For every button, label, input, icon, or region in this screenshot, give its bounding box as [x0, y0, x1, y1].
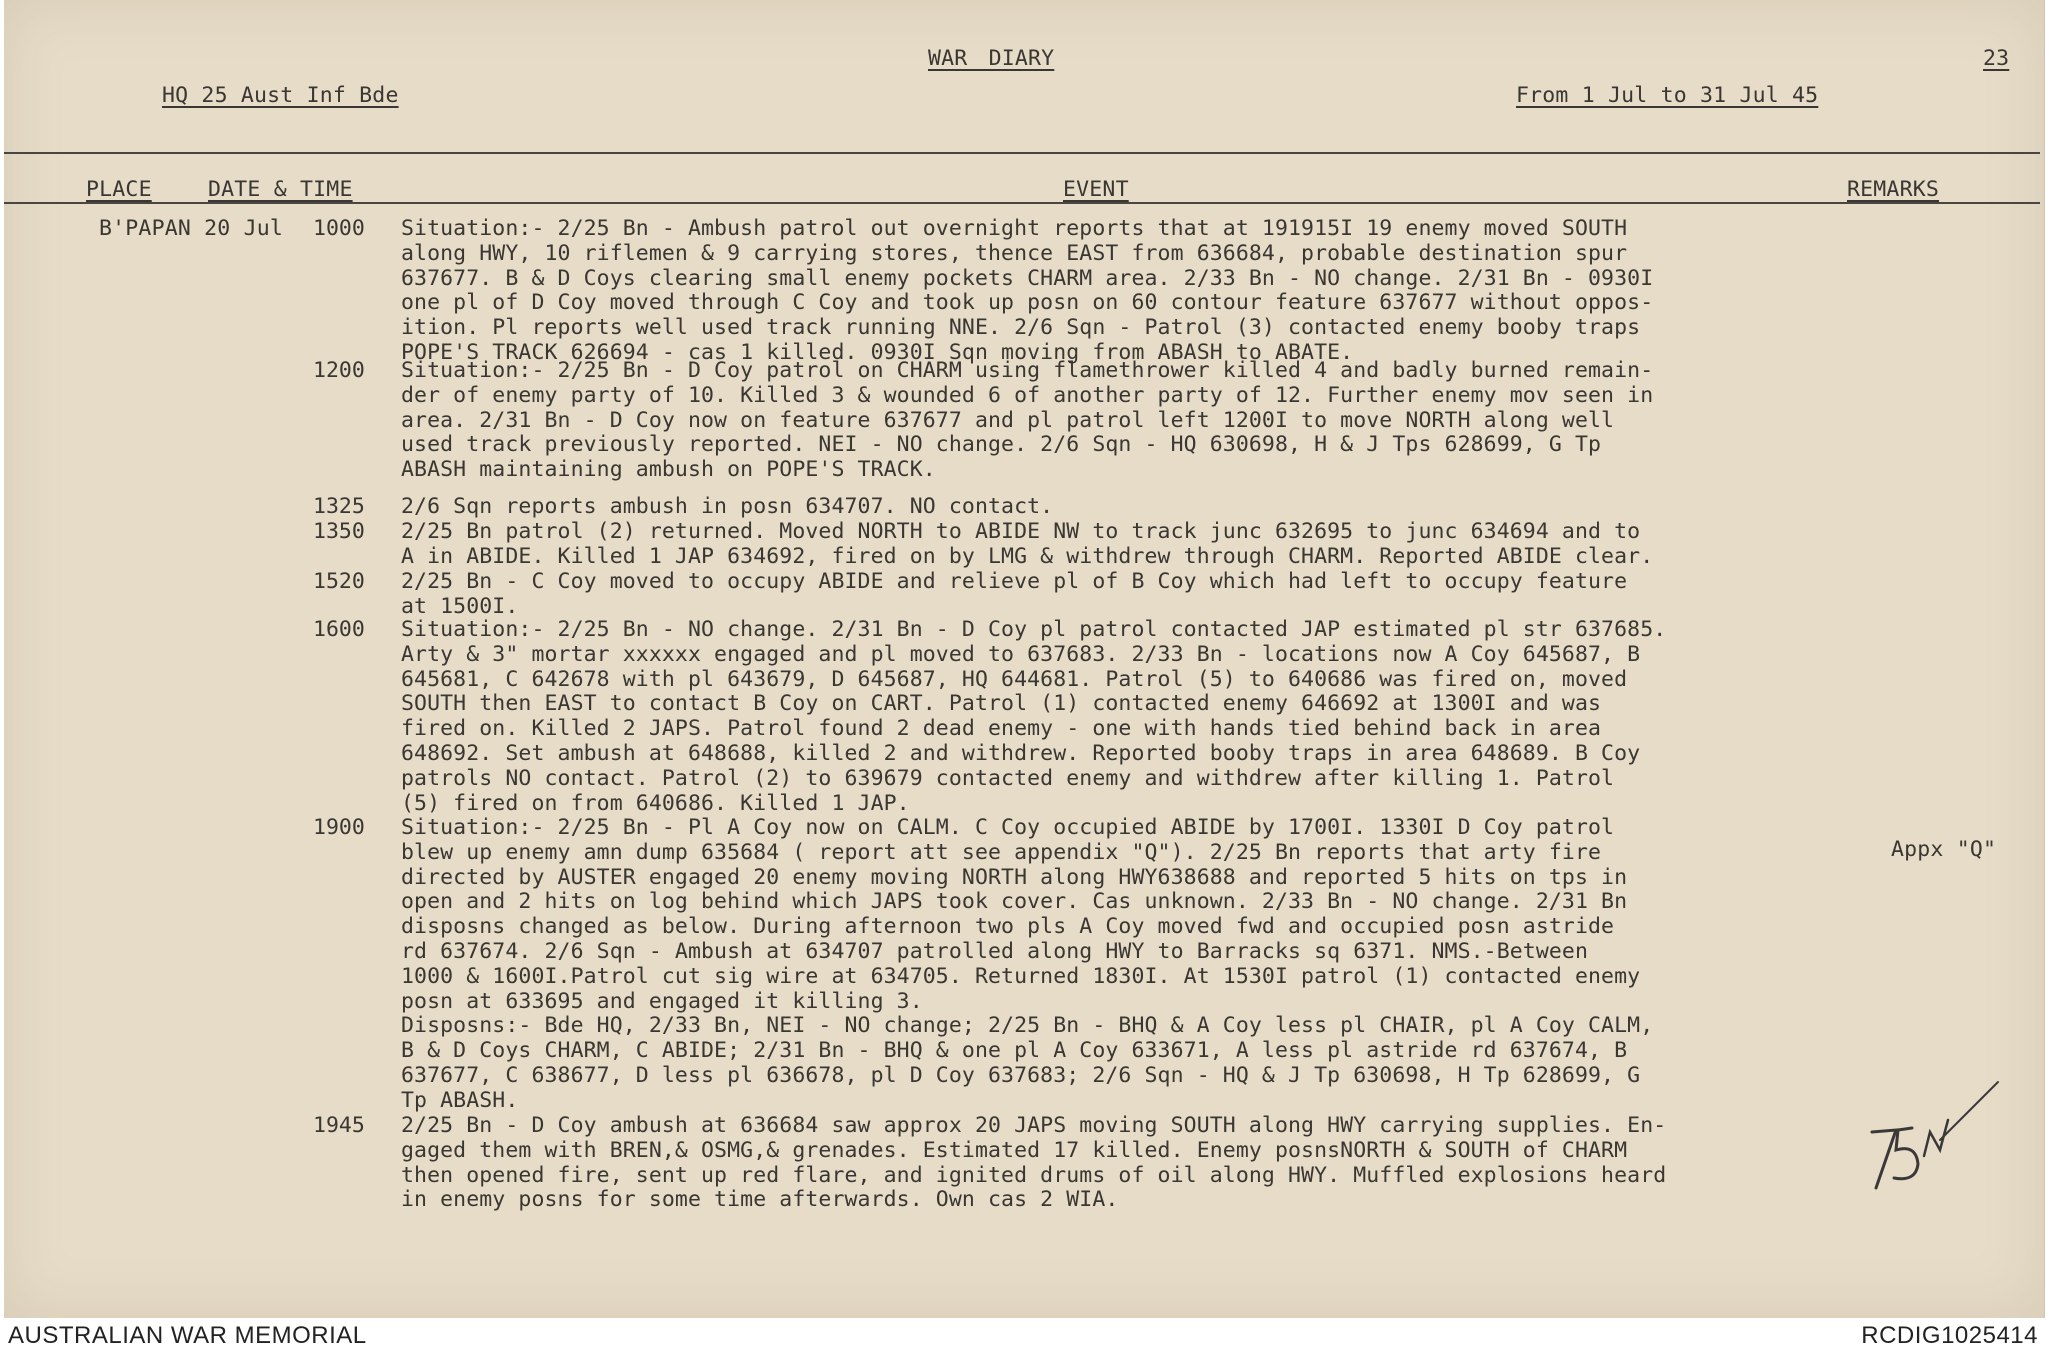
entry-line: Situation:- 2/25 Bn - NO change. 2/31 Bn - D Coy pl patrol contacted JAP estimated pl str 637685.: [401, 617, 1667, 642]
entry-line: used track previously reported. NEI - NO change. 2/6 Sqn - HQ 630698, H & J Tps 628699, G Tp: [401, 432, 1602, 458]
column-place: PLACE: [86, 177, 152, 202]
entry-line: fired on. Killed 2 JAPS. Patrol found 2 dead enemy - one with hands tied behind back in area: [401, 716, 1602, 742]
entry-line: A in ABIDE. Killed 1 JAP 634692, fired on by LMG & withdrew through CHARM. Reported ABIDE clear.: [401, 543, 1654, 569]
entry-line: Disposns:- Bde HQ, 2/33 Bn, NEI - NO change; 2/25 Bn - BHQ & A Coy less pl CHAIR, pl A Coy CALM,: [401, 1013, 1654, 1039]
footer-identifier: RCDIG1025414: [1861, 1322, 2038, 1349]
column-date-time: DATE & TIME: [208, 177, 353, 202]
entry-line: Situation:- 2/25 Bn - D Coy patrol on CHARM using flamethrower killed 4 and badly burned remain-: [401, 358, 1654, 383]
entry-line: directed by AUSTER engaged 20 enemy moving NORTH along HWY638688 and reported 5 hits on tps in: [401, 864, 1628, 890]
entry-line: 648692. Set ambush at 648688, killed 2 and withdrew. Reported booby traps in area 648689. B Coy: [401, 741, 1641, 766]
entry-line: Situation:- 2/25 Bn - Pl A Coy now on CALM. C Coy occupied ABIDE by 1700I. 1330I D Coy patrol: [401, 815, 1615, 840]
entry-line: B & D Coys CHARM, C ABIDE; 2/31 Bn - BHQ & one pl A Coy 633671, A less pl astride rd 637674, B: [401, 1038, 1628, 1064]
entry-line: POPE'S TRACK 626694 - cas 1 killed. 0930I Sqn moving from ABASH to ABATE.: [401, 340, 1354, 365]
entry-line: ition. Pl reports well used track running NNE. 2/6 Sqn - Patrol (3) contacted enemy booby traps: [401, 315, 1641, 341]
diary-title: WAR DIARY: [928, 46, 1055, 71]
page-number: 23: [1983, 46, 2010, 71]
unit-name: HQ 25 Aust Inf Bde: [162, 83, 399, 108]
place-date: B'PAPAN 20 Jul: [99, 216, 284, 241]
entry-time: 1200: [313, 358, 365, 383]
header-rule-top: [4, 152, 2040, 154]
entry-time: 1900: [313, 815, 365, 840]
entry-line: one pl of D Coy moved through C Coy and took up posn on 60 contour feature 637677 without oppos-: [401, 290, 1654, 316]
entry-line: gaged them with BREN,& OSMG,& grenades. Estimated 17 killed. Enemy posnsNORTH & SOUTH of CHARM: [401, 1137, 1628, 1163]
entry-line: Tp ABASH.: [401, 1087, 519, 1113]
remarks-appendix-note: Appx "Q": [1891, 837, 1997, 862]
entry-line: (5) fired on from 640686. Killed 1 JAP.: [401, 790, 910, 816]
entry-line: 1000 & 1600I.Patrol cut sig wire at 634705. Returned 1830I. At 1530I patrol (1) contacted enemy: [401, 963, 1641, 989]
entry-line: Arty & 3" mortar xxxxxx engaged and pl moved to 637683. 2/33 Bn - locations now A Coy 645687, B: [401, 641, 1641, 667]
entry-line: SOUTH then EAST to contact B Coy on CART. Patrol (1) contacted enemy 646692 at 1300I and was: [401, 691, 1602, 717]
diary-period: From 1 Jul to 31 Jul 45: [1516, 83, 1819, 108]
entry-line: Situation:- 2/25 Bn - Ambush patrol out overnight reports that at 191915I 19 enemy moved SOUTH: [401, 216, 1628, 241]
entry-line: in enemy posns for some time afterwards. Own cas 2 WIA.: [401, 1187, 1119, 1213]
entry-line: ABASH maintaining ambush on POPE'S TRACK.: [401, 457, 936, 483]
entry-line: 637677, C 638677, D less pl 636678, pl D Coy 637683; 2/6 Sqn - HQ & J Tp 630698, H Tp 628699, G: [401, 1063, 1641, 1088]
entry-line: rd 637674. 2/6 Sqn - Ambush at 634707 patrolled along HWY to Barracks sq 6371. NMS.-Between: [401, 939, 1589, 964]
entry-line: 2/25 Bn patrol (2) returned. Moved NORTH to ABIDE NW to track junc 632695 to junc 634694 and to: [401, 519, 1641, 544]
entry-line: then opened fire, sent up red flare, and ignited drums of oil along HWY. Muffled explosions heard: [401, 1162, 1667, 1188]
entry-time: 1000: [313, 216, 365, 241]
entry-time: 1325: [313, 494, 365, 519]
entry-line: open and 2 hits on log behind which JAPS took cover. Cas unknown. 2/33 Bn - NO change. 2/31 Bn: [401, 889, 1628, 915]
entry-line: patrols NO contact. Patrol (2) to 639679 contacted enemy and withdrew after killing 1. Patrol: [401, 765, 1615, 791]
handwritten-folio-mark: [1868, 1080, 2028, 1200]
entry-line: along HWY, 10 riflemen & 9 carrying stores, thence EAST from 636684, probable destination spur: [401, 240, 1628, 266]
footer-source: AUSTRALIAN WAR MEMORIAL: [8, 1322, 367, 1349]
entry-line: at 1500I.: [401, 593, 519, 619]
entry-time: 1520: [313, 569, 365, 594]
entry-line: disposns changed as below. During afternoon two pls A Coy moved fwd and occupied posn astride: [401, 914, 1615, 940]
entry-line: area. 2/31 Bn - D Coy now on feature 637677 and pl patrol left 1200I to move NORTH along well: [401, 407, 1615, 433]
column-event: EVENT: [1063, 177, 1129, 202]
entry-line: blew up enemy amn dump 635684 ( report att see appendix "Q"). 2/25 Bn reports that arty fire: [401, 839, 1602, 865]
column-remarks: REMARKS: [1847, 177, 1940, 202]
entry-time: 1600: [313, 617, 365, 642]
entry-line: posn at 633695 and engaged it killing 3.: [401, 988, 923, 1014]
entry-time: 1945: [313, 1113, 365, 1138]
entry-line: der of enemy party of 10. Killed 3 & wounded 6 of another party of 12. Further enemy mov seen in: [401, 382, 1654, 408]
entry-line: 637677. B & D Coys clearing small enemy pockets CHARM area. 2/33 Bn - NO change. 2/31 Bn - 0930I: [401, 265, 1654, 291]
entry-line: 2/6 Sqn reports ambush in posn 634707. NO contact.: [401, 494, 1054, 519]
entry-time: 1350: [313, 519, 365, 544]
entry-line: 2/25 Bn - C Coy moved to occupy ABIDE and relieve pl of B Coy which had left to occupy feature: [401, 569, 1628, 594]
entry-line: 2/25 Bn - D Coy ambush at 636684 saw approx 20 JAPS moving SOUTH along HWY carrying supplies. En-: [401, 1113, 1667, 1138]
entry-line: 645681, C 642678 with pl 643679, D 645687, HQ 644681. Patrol (5) to 640686 was fired on, moved: [401, 666, 1628, 692]
header-rule-bottom: [4, 202, 2040, 204]
